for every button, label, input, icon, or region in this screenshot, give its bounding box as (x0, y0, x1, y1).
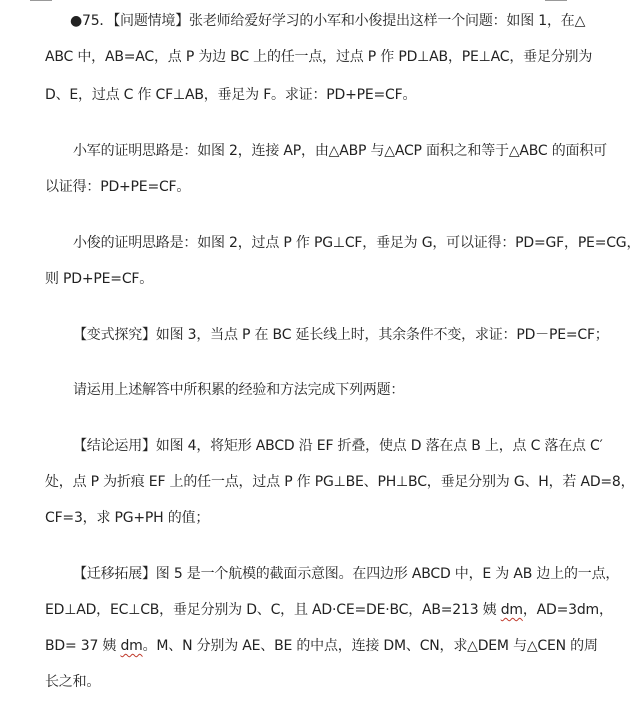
xiaojun-line-1: 小军的证明思路是：如图 2，连接 AP，由△ABP 与△ACP 面积之和等于△ABC 的面积可 (73, 143, 607, 159)
variation-line-1: 【变式探究】如图 3，当点 P 在 BC 延长线上时，其余条件不变，求证：PD－PE=CF； (73, 327, 609, 343)
extension-line-4: 长之和。 (45, 674, 101, 690)
extension-line-3-tail: 。M、N 分别为 AE、BE 的中点，连接 DM、CN，求△DEM 与△CEN 的周 (142, 638, 598, 654)
extension-line-3 (45, 636, 598, 656)
extension-line-2-tail: ，AD=3dm， (522, 602, 613, 618)
problem-line-2: ABC 中，AB=AC，点 P 为边 BC 上的任一点，过点 P 作 PD⊥AB，PE⊥AC，垂足分别为 (45, 49, 593, 65)
unit-dm-underlined: dm (500, 602, 523, 618)
extension-line-2-text: ED⊥AD，EC⊥CB，垂足分别为 D、C，且 AD·CE=DE·BC，AB=213 姨 (45, 602, 501, 618)
extension-line-3-text: BD= 37 姨 (45, 638, 121, 654)
conclusion-line-2: 处，点 P 为折痕 EF 上的任一点，过点 P 作 PG⊥BE、PH⊥BC，垂足分别为 G、H，若 AD=8， (45, 474, 635, 490)
instruction-line-1: 请运用上述解答中所积累的经验和方法完成下列两题： (73, 382, 405, 398)
problem-line-1: ●75．【问题情境】张老师给爱好学习的小军和小俊提出这样一个问题：如图 1，在△ (70, 13, 586, 29)
problem-line-3: D、E，过点 C 作 CF⊥AB，垂足为 F。求证：PD+PE=CF。 (45, 87, 417, 103)
extension-line-2 (45, 600, 613, 620)
xiaojun-line-2: 以证得：PD+PE=CF。 (45, 179, 191, 195)
conclusion-line-3: CF=3，求 PG+PH 的值； (45, 510, 210, 526)
extension-line-1: 【迁移拓展】图 5 是一个航模的截面示意图。在四边形 ABCD 中，E 为 AB 边上的一点， (73, 566, 620, 582)
conclusion-line-1: 【结论运用】如图 4，将矩形 ABCD 沿 EF 折叠，使点 D 落在点 B 上，点 C 落在点 C′ (73, 438, 603, 454)
xiaojun2-line-2: 则 PD+PE=CF。 (45, 271, 154, 287)
xiaojun2-line-1: 小俊的证明思路是：如图 2，过点 P 作 PG⊥CF，垂足为 G，可以证得：PD=GF，PE=CG， (73, 235, 640, 251)
unit-dm-underlined-2: dm (120, 638, 143, 654)
